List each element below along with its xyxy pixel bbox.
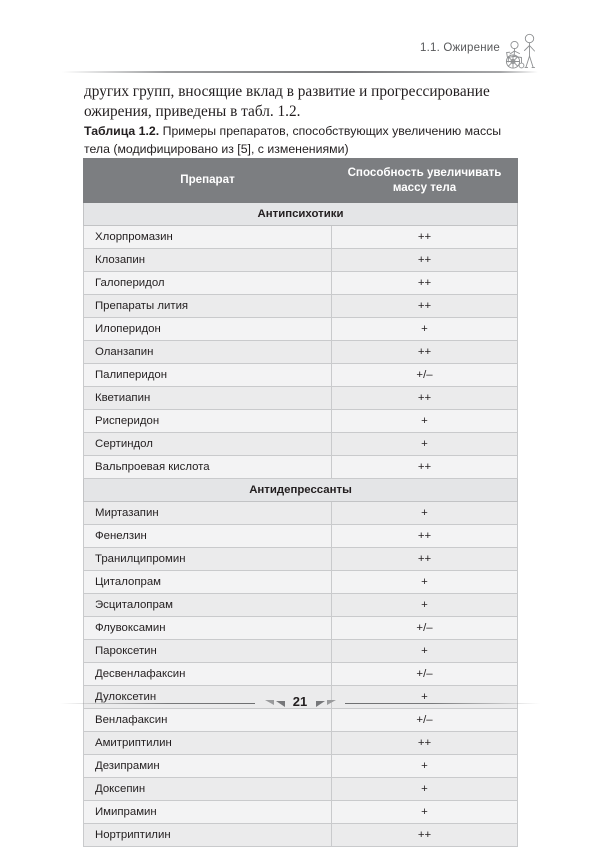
table-section-title: Антидепрессанты — [84, 479, 518, 502]
table-row — [84, 410, 518, 433]
footer-rule-right — [345, 703, 540, 704]
table-section-title: Антипсихотики — [84, 203, 518, 226]
cell-drug-name: Препараты лития — [84, 295, 332, 318]
cell-drug-name: Венлафаксин — [84, 709, 332, 732]
cell-weight-gain-effect: + — [332, 640, 518, 663]
table-row — [84, 732, 518, 755]
cell-weight-gain-effect: + — [332, 433, 518, 456]
body-paragraph — [84, 82, 516, 122]
table-row — [84, 778, 518, 801]
table-row — [84, 364, 518, 387]
cell-drug-name: Имипрамин — [84, 801, 332, 824]
table-section-row — [84, 203, 518, 226]
cell-weight-gain-effect: ++ — [332, 548, 518, 571]
cell-drug-name: Доксепин — [84, 778, 332, 801]
cell-weight-gain-effect: ++ — [332, 226, 518, 249]
cell-weight-gain-effect: +/– — [332, 709, 518, 732]
table-row — [84, 341, 518, 364]
table-row — [84, 226, 518, 249]
page-number: 21 — [292, 694, 308, 709]
cell-weight-gain-effect: + — [332, 594, 518, 617]
cell-drug-name: Десвенлафаксин — [84, 663, 332, 686]
paragraph-line-1: других групп, вносящие вклад в развитие и прогрессирование — [84, 83, 490, 100]
table-row — [84, 801, 518, 824]
cell-drug-name: Кветиапин — [84, 387, 332, 410]
cell-weight-gain-effect: ++ — [332, 824, 518, 847]
cell-weight-gain-effect: + — [332, 410, 518, 433]
cell-weight-gain-effect: ++ — [332, 272, 518, 295]
table-row — [84, 571, 518, 594]
cell-drug-name: Вальпроевая кислота — [84, 456, 332, 479]
column-header-weight-gain-ability: Способность увеличивать массу тела — [332, 159, 518, 203]
table-row — [84, 272, 518, 295]
cell-weight-gain-effect: + — [332, 686, 518, 709]
drug-weight-gain-table — [83, 158, 518, 847]
table-caption-text: Примеры препаратов, способствующих увеличению массы тела (модифицировано из [5], с изменениями) — [84, 124, 502, 156]
table-row — [84, 318, 518, 341]
cell-drug-name: Галоперидол — [84, 272, 332, 295]
column-header-drug: Препарат — [84, 159, 332, 203]
cell-drug-name: Клозапин — [84, 249, 332, 272]
cell-drug-name: Амитриптилин — [84, 732, 332, 755]
table-row — [84, 433, 518, 456]
cell-drug-name: Миртазапин — [84, 502, 332, 525]
cell-drug-name: Эсциталопрам — [84, 594, 332, 617]
cell-weight-gain-effect: ++ — [332, 525, 518, 548]
wheelchair-person-illustration-icon — [502, 30, 544, 74]
page-footer — [0, 690, 600, 718]
cell-drug-name: Рисперидон — [84, 410, 332, 433]
table-row — [84, 824, 518, 847]
table-row — [84, 249, 518, 272]
running-header — [0, 0, 600, 72]
cell-weight-gain-effect: +/– — [332, 663, 518, 686]
table-caption — [84, 123, 522, 158]
table-row — [84, 502, 518, 525]
cell-drug-name: Оланзапин — [84, 341, 332, 364]
cell-drug-name: Сертиндол — [84, 433, 332, 456]
cell-weight-gain-effect: + — [332, 318, 518, 341]
table-row — [84, 525, 518, 548]
cell-drug-name: Палиперидон — [84, 364, 332, 387]
cell-drug-name: Дулоксетин — [84, 686, 332, 709]
header-divider-rule — [62, 71, 538, 73]
cell-drug-name: Транилципромин — [84, 548, 332, 571]
cell-weight-gain-effect: + — [332, 502, 518, 525]
table-section-row — [84, 479, 518, 502]
cell-weight-gain-effect: ++ — [332, 732, 518, 755]
table-row — [84, 640, 518, 663]
table-row — [84, 663, 518, 686]
cell-drug-name: Нортриптилин — [84, 824, 332, 847]
cell-weight-gain-effect: ++ — [332, 387, 518, 410]
table-row — [84, 387, 518, 410]
cell-weight-gain-effect: +/– — [332, 617, 518, 640]
table-row — [84, 456, 518, 479]
cell-weight-gain-effect: + — [332, 801, 518, 824]
table-row — [84, 295, 518, 318]
cell-weight-gain-effect: + — [332, 755, 518, 778]
table-row — [84, 548, 518, 571]
cell-drug-name: Флувоксамин — [84, 617, 332, 640]
table-row — [84, 617, 518, 640]
cell-weight-gain-effect: ++ — [332, 249, 518, 272]
cell-drug-name: Дезипрамин — [84, 755, 332, 778]
cell-weight-gain-effect: ++ — [332, 295, 518, 318]
cell-weight-gain-effect: + — [332, 571, 518, 594]
footer-ornament-right-icon — [314, 697, 336, 709]
cell-drug-name: Пароксетин — [84, 640, 332, 663]
cell-drug-name: Фенелзин — [84, 525, 332, 548]
paragraph-line-2: ожирения, приведены в табл. 1.2. — [84, 103, 301, 120]
cell-drug-name: Илоперидон — [84, 318, 332, 341]
running-header-title: 1.1. Ожирение — [419, 42, 500, 54]
cell-weight-gain-effect: ++ — [332, 456, 518, 479]
table-caption-label: Таблица 1.2. — [84, 124, 160, 138]
cell-weight-gain-effect: + — [332, 778, 518, 801]
table-header — [84, 159, 518, 203]
cell-weight-gain-effect: +/– — [332, 364, 518, 387]
table-header-row — [84, 159, 518, 203]
table-row — [84, 594, 518, 617]
cell-drug-name: Циталопрам — [84, 571, 332, 594]
cell-weight-gain-effect: ++ — [332, 341, 518, 364]
cell-drug-name: Хлорпромазин — [84, 226, 332, 249]
table-row — [84, 755, 518, 778]
